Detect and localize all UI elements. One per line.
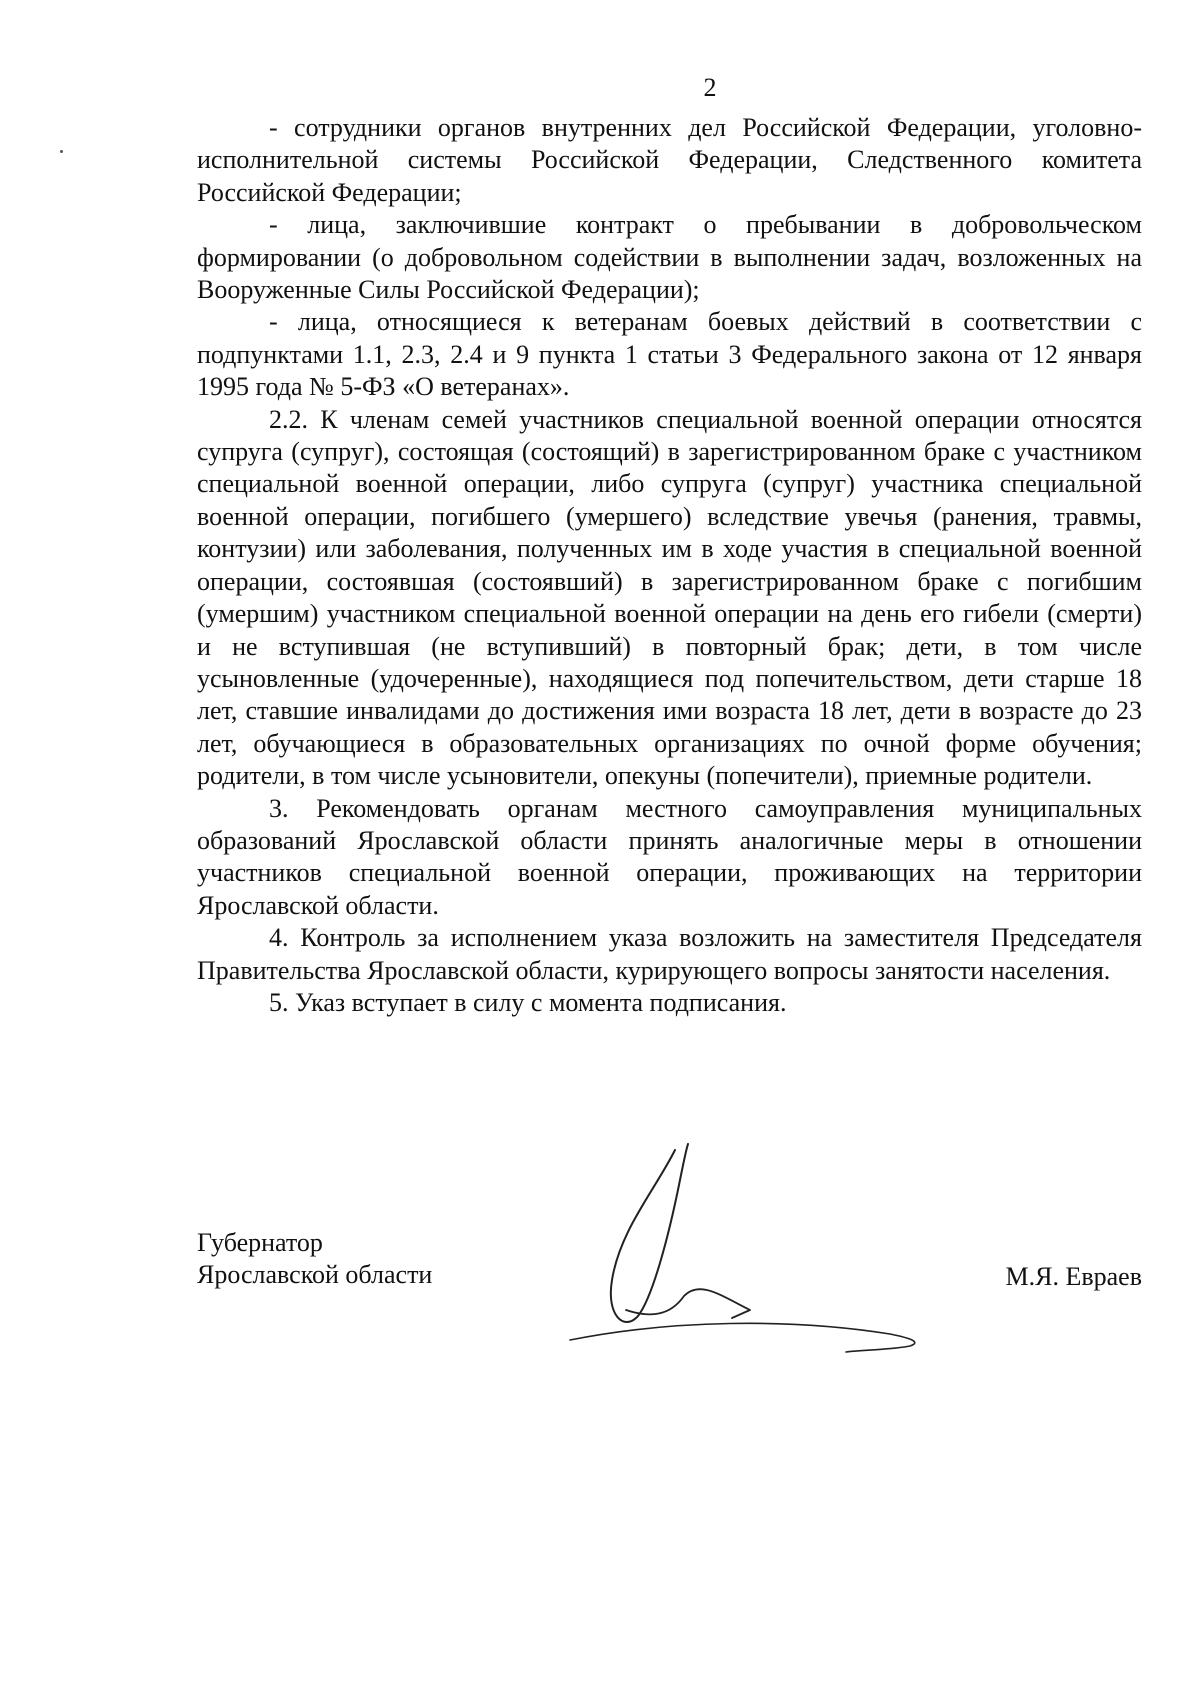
signatory-title-line-2: Ярославской области [197, 1260, 433, 1289]
signatory-title-line-1: Губернатор [197, 1228, 323, 1257]
signature-stroke-loop [611, 1144, 688, 1322]
paragraph-volunteer-contract: - лица, заключившие контракт о пребывании в добровольческом формировании (о добровольном содействии в выполнении задач, возложенных на Вооруженные Силы Российской Федерации); [197, 210, 1142, 305]
paragraph-municipal-recommendation: 3. Рекомендовать органам местного самоуправления муниципальных образований Ярославской области принять аналогичные меры в отношении участников специальной военной операции, проживающих на территории Ярославской области. [197, 793, 1142, 920]
scan-speck [60, 150, 63, 153]
page-number: 2 [703, 73, 717, 102]
signatory-name: М.Я. Евраев [1005, 1262, 1142, 1291]
paragraph-control: 4. Контроль за исполнением указа возложить на заместителя Председателя Правительства Ярославской области, курирующего вопросы занятости населения. [197, 923, 1142, 985]
document-body [197, 112, 1142, 1019]
paragraph-family-members: 2.2. К членам семей участников специальной военной операции относятся супруга (супруг), состоящая (состоящий) в зарегистрированном браке с участником специальной военной операции, либо супруга (супруг) участника специальной военной операции, погибшего (умершего) вследствие увечья (ранения, травмы, контузии) или заболевания, полученных им в ходе участия в специальной военной операции, состоявшая (состоявший) в зарегистрированном браке с погибшим (умершим) участником специальной военной операции на день его гибели (смерти) и не вступившая (не вступивший) в повторный брак; дети, в том числе усыновленные (удочеренные), находящиеся под попечительством, дети старше 18 лет, ставшие инвалидами до достижения ими возраста 18 лет, дети в возрасте до 23 лет, обучающиеся в образовательных организациях по очной форме обучения; родители, в том числе усыновители, опекуны (попечители), приемные родители. [197, 404, 1142, 791]
paragraph-combat-veterans: - лица, относящиеся к ветеранам боевых действий в соответствии с подпунктами 1.1, 2.3, 2.4 и 9 пункта 1 статьи 3 Федерального закона от 12 января 1995 года № 5-ФЗ «О ветеранах». [197, 307, 1142, 402]
paragraph-internal-affairs-staff: - сотрудники органов внутренних дел Российской Федерации, уголовно-исполнительной системы Российской Федерации, Следственного комитета Российской Федерации; [197, 113, 1142, 207]
paragraph-effective-date: 5. Указ вступает в силу с момента подписания. [269, 987, 787, 1017]
signature-stroke-underline [570, 1323, 915, 1352]
handwritten-signature [560, 1120, 1000, 1400]
